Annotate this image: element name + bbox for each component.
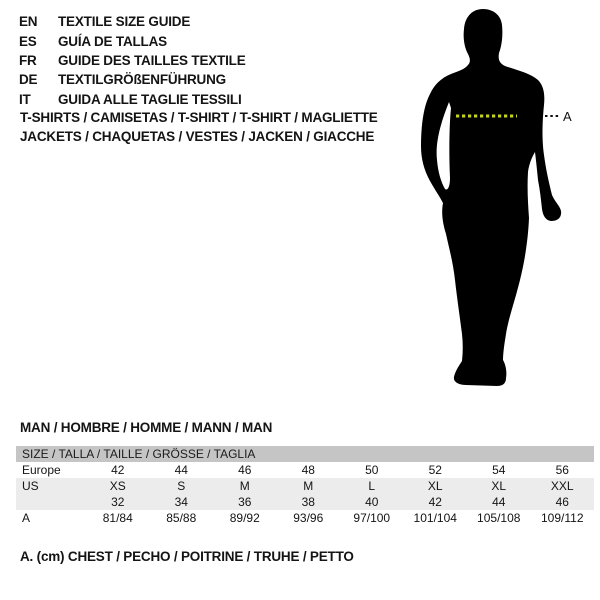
- size-cell: 109/112: [541, 511, 584, 525]
- size-cell: 42: [111, 463, 125, 477]
- language-title: TEXTILE SIZE GUIDE: [58, 14, 191, 30]
- us-size-band: [16, 478, 594, 510]
- category-list: [20, 108, 378, 146]
- size-cell: XS: [109, 479, 126, 493]
- size-cell: 81/84: [102, 511, 133, 525]
- man-silhouette-figure: [413, 4, 581, 388]
- table-row-europe: [16, 462, 594, 478]
- size-cell: 46: [555, 495, 569, 509]
- measure-label-a: A: [563, 109, 572, 124]
- size-cell: XXL: [550, 479, 574, 493]
- language-row: [19, 51, 246, 70]
- footnote-chest: A. (cm) CHEST / PECHO / POITRINE / TRUHE / PETTO: [20, 549, 354, 564]
- row-label: Europe: [22, 463, 61, 477]
- size-cell: 89/92: [229, 511, 260, 525]
- size-cell: 52: [428, 463, 442, 477]
- size-cell: XL: [427, 479, 443, 493]
- size-cell: 56: [555, 463, 569, 477]
- language-code: FR: [19, 52, 37, 68]
- size-cell: 54: [492, 463, 506, 477]
- row-label: US: [22, 479, 39, 493]
- language-row: [19, 12, 246, 31]
- size-cell: 44: [174, 463, 188, 477]
- language-title: GUIDA ALLE TAGLIE TESSILI: [58, 91, 242, 107]
- size-cell: 42: [428, 495, 442, 509]
- size-cell: 46: [238, 463, 252, 477]
- size-cell: 97/100: [353, 511, 391, 525]
- size-cell: 101/104: [413, 511, 457, 525]
- category-line-jackets: JACKETS / CHAQUETAS / VESTES / JACKEN / GIACCHE: [20, 129, 375, 144]
- size-cell: M: [239, 479, 250, 493]
- section-label-man: MAN / HOMBRE / HOMME / MANN / MAN: [20, 420, 273, 435]
- size-table: [16, 446, 594, 526]
- size-cell: 38: [301, 495, 315, 509]
- size-cell: L: [368, 479, 376, 493]
- size-cell: 48: [301, 463, 315, 477]
- row-label: A: [22, 511, 31, 525]
- language-title: GUIDE DES TAILLES TEXTILE: [58, 52, 246, 68]
- language-guide-list: [19, 12, 246, 109]
- language-code: EN: [19, 14, 38, 30]
- language-title: GUÍA DE TALLAS: [58, 33, 167, 49]
- size-cell: 34: [174, 495, 188, 509]
- language-code: IT: [19, 91, 31, 107]
- size-cell: 93/96: [293, 511, 324, 525]
- row-label: [16, 494, 86, 510]
- size-cell: XL: [491, 479, 507, 493]
- size-table-header: SIZE / TALLA / TAILLE / GRÖSSE / TAGLIA: [16, 446, 594, 462]
- man-silhouette: [421, 9, 561, 386]
- table-row-us-numbers: [16, 494, 594, 510]
- language-row: [19, 31, 246, 50]
- language-title: TEXTILGRÖßENFÜHRUNG: [58, 72, 226, 88]
- language-row: [19, 90, 246, 109]
- category-line-tshirts: T-SHIRTS / CAMISETAS / T-SHIRT / T-SHIRT / MAGLIETTE: [20, 110, 378, 125]
- language-row: [19, 70, 246, 89]
- table-row-us-letters: [16, 478, 594, 494]
- language-code: DE: [19, 72, 38, 88]
- size-cell: 50: [365, 463, 379, 477]
- size-cell: S: [177, 479, 186, 493]
- size-cell: 85/88: [166, 511, 197, 525]
- size-cell: 40: [365, 495, 379, 509]
- size-cell: 44: [492, 495, 506, 509]
- table-row-chest-cm: [16, 510, 594, 526]
- size-cell: 36: [238, 495, 252, 509]
- size-cell: M: [303, 479, 314, 493]
- language-code: ES: [19, 33, 37, 49]
- size-cell: 32: [111, 495, 125, 509]
- size-cell: 105/108: [477, 511, 521, 525]
